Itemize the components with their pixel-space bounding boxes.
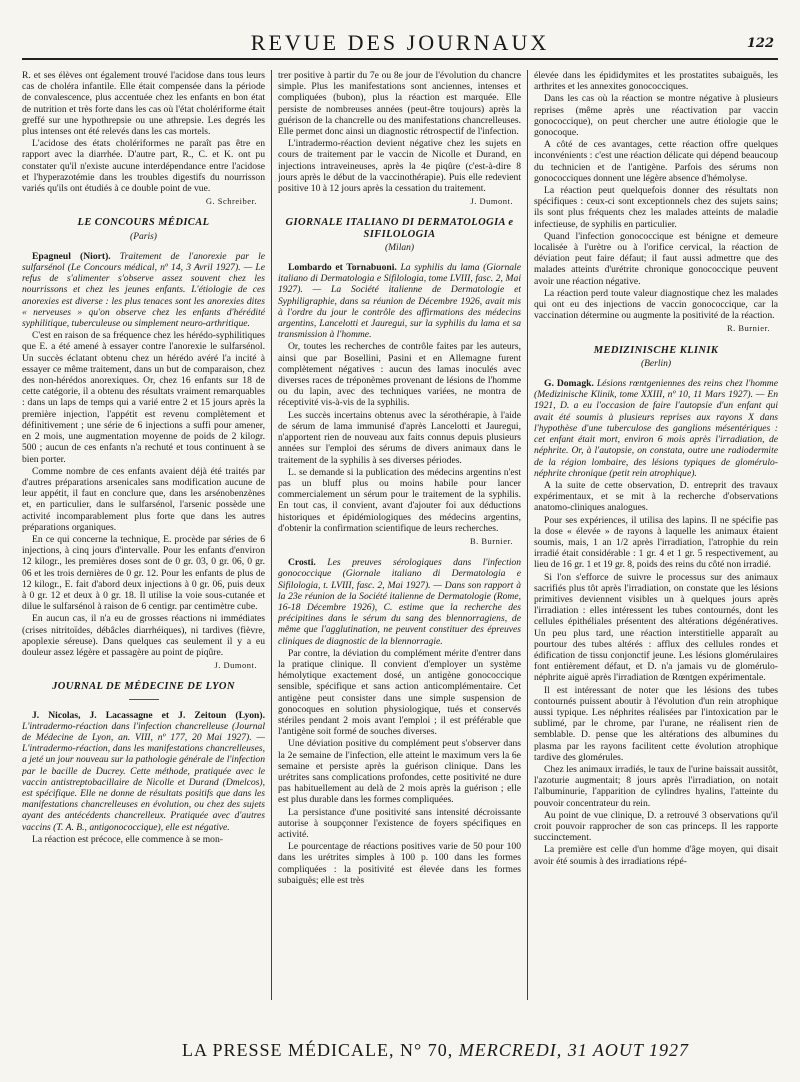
article-author: Epagneul (Niort). [32,250,111,262]
columns [22,70,778,1000]
signature: J. Dumont. [214,660,257,671]
footer-issue: N° 70, [400,1040,454,1060]
journal-heading: JOURNAL DE MÉDECINE DE LYON [52,681,235,693]
paragraph: Pour ses expériences, il utilisa des lapins. Il ne spécifie pas la dose « élevée » de rayons à laquelle les animaux étaient soumis, mais, 1 an 1/2 après l'irradiation, l'atrophie du rein irradié était considérable : 1 gr. 4 et 1 gr. 5 respectivement, au lieu de 16 gr. 1 et 19 gr. 8, poids des reins du côté non irradié. [534,514,778,571]
paragraph: Dans les cas où la réaction se montre négative à plusieurs reprises (même après une réactivation par vaccin gonococcique), on peut chercher une autre étiologie que le gonocoque. [534,93,778,139]
column-3 [534,70,778,1000]
signature: G. Schreiber. [205,196,257,207]
journal-heading: GIORNALE ITALIANO DI DERMATOLOGIA e SIFILOLOGIA [285,217,514,240]
paragraph: A côté de ces avantages, cette réaction offre quelques inconvénients : c'est une réaction délicate qui dépend beaucoup du technicien et de l'antigène. Parfois des sérums non gonococciques donnent une légère absence d'hémolyse. [534,139,778,184]
column-divider [271,70,272,1000]
column-divider [527,70,528,1000]
paragraph: L'intradermo-réaction devient négative chez les sujets en cours de traitement par le vaccin de Nicolle et Durand, en injections intraveineuses, après la 4e piqûre (c'est-à-dire 8 jours après le début de la vaccinothérapie). Puis elle redevient positive 10 à 12 jours après la cessation du traitement. [278,138,521,195]
article-text: Les preuves sérologiques dans l'infection gonococcique (Giornale italiano di Dermatologia e Sifilologia, t. LVIII, fasc. 2, Mai 1927). — Dans son rapport à la 23e réunion de la Société italienne de Dermatologie (Rome, 16-18 Décembre 1926), C. estime que la recherche des précipitines dans le sérum du sang des blennorragiens, de même que l'agglutination, ne peuvent constituer des épreuves cliniques de diagnostic de la blennorragie. [278,557,521,647]
signature: B. Burnier. [469,535,513,546]
paragraph: Les succès incertains obtenus avec la sérothérapie, à l'aide de sérum de lama immunisé d'après Lancelotti et Jauregui, n'apportent rien de nouveau aux faits connus depuis plusieurs années sur l'emploi des sérums de divers animaux dans le traitement de la syphilis à ses diverses périodes. [278,409,521,466]
paragraph: A la suite de cette observation, D. entreprit des travaux expérimentaux, et se mit à la recherche d'observations anatomo-cliniques analogues. [534,479,778,514]
article-text: L'intradermo-réaction dans l'infection chancrelleuse (Journal de Médecine de Lyon, an. VIII, nº 177, 20 Mai 1927). — L'intradermo-réaction, dans les manifestations chancrelleuses, a jeté un jour nouveau sur la pathologie générale de l'infection par le bacille de Ducrey. Cette méthode, pratiquée avec le vaccin antistreptobacillaire de Nicolle et Durand (Dmelcos), est spécifique. Elle ne donne de résultats positifs que dans les manifestations chancrelleuses en évolution, ou chez des sujets ayant des antécédents chancrelleux. Pratiquée avec d'autres vaccins (T. A. B., antigonococcique), elle est négative. [22,720,265,833]
signature: R. Burnier. [726,323,770,334]
paragraph: Au point de vue clinique, D. a retrouvé 3 observations qu'il croit pouvoir rapprocher de son cas princeps. Il les rapporte succinctement. [534,809,778,844]
paragraph: Comme nombre de ces enfants avaient déjà été traités par d'autres préparations arsenicales sans modification aucune de leur appétit, il faut en conclure que, dans les arsénobenzènes et, en particulier, dans le sulfarsénol, l'arsenic possède une activité incomparablement plus forte que dans les autres préparations organiques. [22,465,265,533]
page [22,30,778,1070]
page-header [22,30,778,60]
paragraph: La persistance d'une positivité sans intensité décroissante autorise à soupçonner l'existence de foyers spécifiques en activité. [278,806,521,840]
article-text: La syphilis du lama (Giornale italiano di Dermatologia e Sifilologia, tome LVIII, fasc. 2, Mai 1927). — La Société italienne de Dermatologie et Syphiligraphie, dans sa réunion de Décembre 1926, avait mis à l'ordre du jour le contrôle des affirmations des médecins argentins, Lancelotti et Jauregui, sur la syphilis du lama et sa transmission à l'homme. [278,262,521,341]
journal-place: (Berlin) [640,358,672,369]
paragraph: Le pourcentage de réactions positives varie de 50 pour 100 dans les urétrites simples à 100 p. 100 dans les formes compliquées : la positivité est élevée dans les formes subaiguës; elle est très [278,841,521,886]
paragraph: Si l'on s'efforce de suivre le processus sur des animaux sacrifiés plus tôt après l'irradiation, on constate que les lésions primitives deviennent visibles un à quelques jours après l'irradiation : elles intéressent les tubes contournés, dont les cellules épithéliales présentent des altérations dégénératives. Un peu plus tard, une réaction interstitielle apparaît au pourtour des tubes altérés : afflux des cellules rondes et édification de tissu conjonctif jeune. Les lésions glomérulaires font entièrement défaut, et D. n'a jamais vu de glomérulo-néphrite aiguë après l'irradiation de Rœntgen expérimentale. [534,571,778,684]
journal-heading: MEDIZINISCHE KLINIK [593,344,719,356]
article-author: J. Nicolas, J. Lacassagne et J. Zeitoun (Lyon). [32,709,265,721]
journal-place: (Milan) [384,242,415,253]
journal-heading: LE CONCOURS MÉDICAL [77,217,210,229]
paragraph: L. se demande si la publication des médecins argentins n'est pas un bluff plus ou moins habile pour lancer commercialement un sérum pour le traitement de la syphilis. En tout cas, il convient, avant d'ajouter foi aux déductions historiques et épidémiologiques des médecins argentins, d'obtenir la confirmation scientifique de leurs recherches. [278,466,521,534]
paragraph: La réaction est précoce, elle commence à se mon- [32,833,223,845]
paragraph: Chez les animaux irradiés, le taux de l'urine baissait aussitôt, l'azoturie augmentait; 8 jours après l'irradiation, on notait l'albuminurie, l'apparition de cylindres hyalins, l'atteinte du pouvoir concentrateur du rein. [534,763,778,809]
footer-date: MERCREDI, 31 AOUT 1927 [458,1040,690,1060]
article-author: G. Domagk. [544,378,594,390]
footer-journal: LA PRESSE MÉDICALE, [182,1040,395,1060]
article-author: Lombardo et Tornabuoni. [288,262,397,274]
paragraph: La première est celle d'un homme d'âge moyen, qui disait avoir été soumis à des irradiations répé- [534,844,778,867]
article-text: Lésions rœntgeniennes des reins chez l'homme (Medizinische Klinik, tome XXIII, nº 10, 11 Mars 1927). — En 1921, D. a eu l'occasion de faire l'autopsie d'un enfant qui avait été soumis à plusieurs reprises aux rayons X dans l'hypothèse d'une tuberculose des ganglions mésentériques : cet enfant était mort, environ 6 mois après l'irradiation, de néphrite. Or, à l'autopsie, on constata, outre une radiodermite de la région lombaire, des lésions typiques de glomérulo-néphrite chronique (petit rein atrophique). [534,378,778,479]
paragraph: R. et ses élèves ont également trouvé l'acidose dans tous leurs cas de choléra infantile. Elle était compensée dans la période de convalescence, plus accentuée chez les enfants en bon état de nutrition et très forte dans les cas où l'état cholériforme était greffé sur une hypothrepsie ou une athrepsie. Les degrés les plus intenses ont été relevés dans les cas mortels. [22,70,265,138]
paragraph: Il est intéressant de noter que les lésions des tubes contournés puissent aboutir à l'évolution d'un rein atrophique aussi typique. Les néphrites réalisées par l'intoxication par le sublimé, par le chrome, par l'urane, ne réalisent rien de semblable. D. pense que les altérations des albumines du plasma par les rayons facilitent cette évolution atrophique tardive des glomérules. [534,684,778,763]
article-author: Crosti. [288,557,316,569]
paragraph: C'est en raison de sa fréquence chez les hérédo-syphilitiques que E. a été amené à essayer contre l'anorexie le sulfarsénol. Un succès éclatant obtenu chez un hérédo avéré l'a incité à essayer ce même traitement, dans un but de comparaison, chez des non-hérédos anorexiques. Or, chez 16 enfants sur 18 de cette catégorie, il a obtenu des résultats vraiment remarquables : dans un laps de temps qui a varié entre 2 et 15 jours après la première injection, l'appétit est revenu complètement et définitivement ; une série de 6 injections a suffi pour amener, en 2 mois, une augmentation moyenne de poids de 2 kilogr. 500 ; aucun de ces enfants n'a rechuté et tous continuent à se bien porter. [22,330,265,465]
journal-place: (Paris) [130,231,157,242]
paragraph: L'acidose des états cholériformes ne paraît pas être en rapport avec la diarrhée. D'autre part, R., C. et K. ont pu constater qu'il n'existe aucune interdépendance entre l'acidose et l'hyperazotémie dans les troubles digestifs du nourrisson variés qu'ils ont étudiés à ce double point de vue. [22,138,265,195]
article-text: Traitement de l'anorexie par le sulfarsénol (Le Concours médical, nº 14, 3 Avril 1927). — Le refus de s'alimenter s'observe assez souvent chez les nourrissons et chez les jeunes enfants. L'étiologie de ces anorexies est diverse : les plus tenaces sont les anorexies dites « nerveuses » qu'on observe chez les enfants d'hérédité syphilitique, tuberculeuse ou simplement neuro-arthritique. [22,250,265,330]
column-2 [278,70,521,1000]
section-title: REVUE DES JOURNAUX [250,30,550,55]
paragraph: En aucun cas, il n'a eu de grosses réactions ni immédiates (crises nitritoïdes, débâcles diarrhéiques), ni tardives (fièvre, apoplexie séreuse). Dans quelques cas seulement il y a eu douleur assez légère et passagère au point de piqûre. [22,613,265,658]
paragraph: En ce qui concerne la technique, E. procède par séries de 6 injections, à cinq jours d'intervalle. Pour les enfants d'environ 12 kilogr., les premières doses sont de 0 gr. 03, 0 gr. 06, 0 gr. 06 et les trois dernières de 0 gr. 12. Pour les enfants de plus de 12 kilogr., E. fait d'abord deux injections à 0 gr. 06, puis deux à 0 gr. 12 et deux à 0 gr. 18. Il utilise la voie sous-cutanée et dilue le sulfarsénol à raison de 6 centigr. par centimètre cube. [22,533,265,613]
page-number: 122 [746,36,774,51]
paragraph: Par contre, la déviation du complément mérite d'entrer dans la pratique clinique. Il convient d'employer un système hémolytique exactement dosé, un antigène gonococcique sensible, spécifique et sans action anticomplémentaire. Cet antigène peut consister dans une simple suspension de gonocoques en solution physiologique, tués et conservés stériles pendant 2 mois avant l'emploi ; il est préférable que l'antigène soit formé de souches diverses. [278,647,521,738]
page-footer [182,1040,782,1061]
signature: J. Dumont. [470,196,513,207]
paragraph: élevée dans les épididymites et les prostatites subaiguës, les arthrites et les annexites gonococciques. [534,70,778,93]
paragraph: Une déviation positive du complément peut s'observer dans la 2e semaine de l'infection, elle atteint le maximum vers la 6e semaine et persiste après la guérison clinique. Dans les urétrites sans complications profondes, cette positivité ne dure pas habituellement au delà de 2 mois après la guérison ; elle est plus durable dans les formes compliquées. [278,738,521,806]
paragraph: La réaction perd toute valeur diagnostique chez les malades qui ont eu des injections de vaccin gonococcique, car la vaccination détermine ou augmente la positivité de la réaction. [534,287,778,322]
separator [129,699,159,700]
column-1 [22,70,265,1000]
paragraph: Quand l'infection gonococcique est bénigne et demeure localisée à l'urètre ou à l'orifice cervical, la réaction de déviation peut faire défaut; il faut aussi admettre que des malades atteints d'urétrite chronique gonococcique peuvent avoir une réaction négative. [534,230,778,287]
paragraph: trer positive à partir du 7e ou 8e jour de l'évolution du chancre simple. Plus les manifestations sont anciennes, intenses et compliquées (bubon), plus la réaction est marquée. Elle persiste de nombreuses années (peut-être toujours) après la guérison de la chancrelle ou des manifestations chancrelleuses. Elle permet donc ainsi un diagnostic rétrospectif de l'infection. [278,70,521,138]
paragraph: Or, toutes les recherches de contrôle faites par les auteurs, ainsi que par Bosellini, Pasini et en Allemagne furent complètement négatives : aucun des lamas inoculés avec diverses races de tréponèmes provenant de lésions de l'homme ou du lapin, avec des techniques variées, ne montra de réceptivité vis-à-vis de la syphilis. [278,341,521,409]
paragraph: La réaction peut quelquefois donner des résultats non spécifiques : ceux-ci sont exceptionnels chez des sujets sains; ils sont plus fréquents chez les malades atteints de maladie infectieuse, de syphilis en particulier. [534,185,778,230]
